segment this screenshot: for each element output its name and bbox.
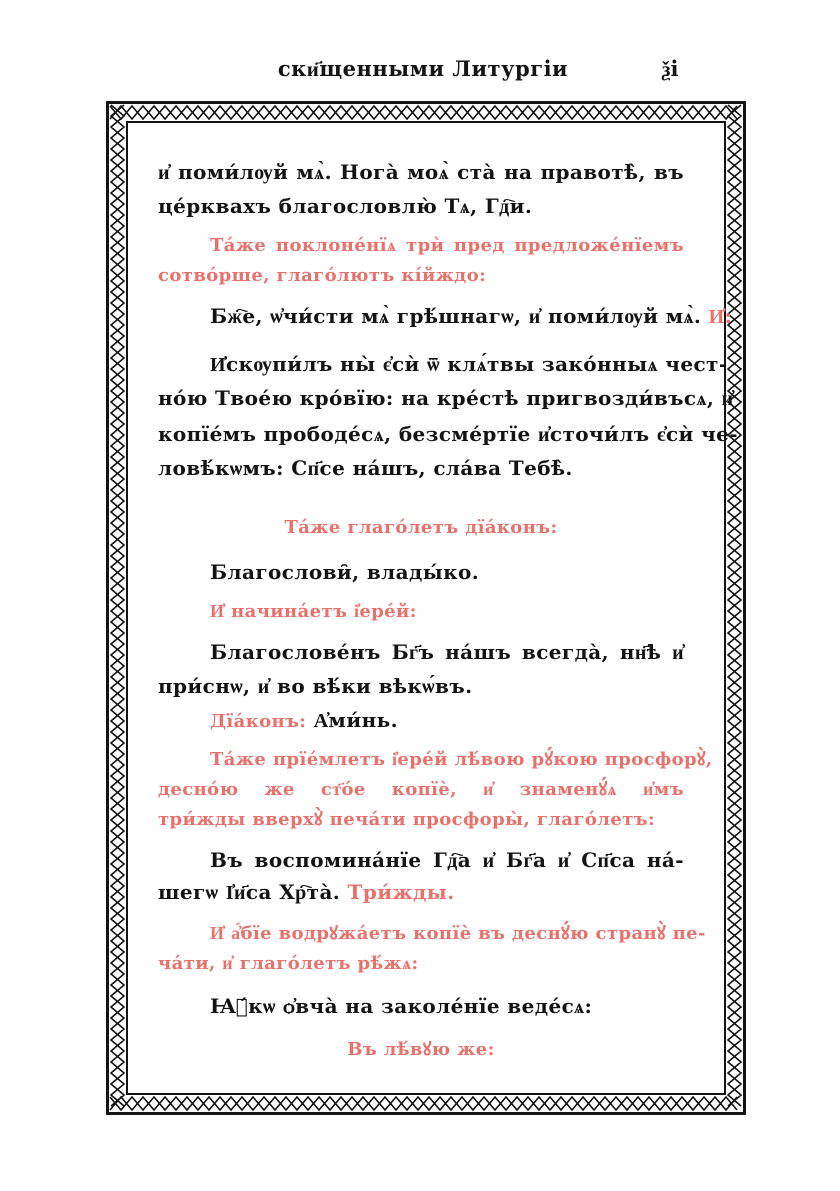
body-line: Ꙗ҆́кѡ ѻ҆вча̀ на заколе́нїе веде́сѧ: [210,994,593,1018]
rubric-inline: Три́жды. [347,880,455,904]
body-line: Благослови̑, влады́ко. [210,560,480,584]
body-line: ловѣ́кѡмъ: Сп҃се на́шъ, сла́ва Тебѣ̀. [158,456,573,480]
rubric-line: И҆ а҆́бїе водрꙋжа́етъ копїѐ въ деснꙋ́ю странꙋ̀ пе- [210,923,706,944]
rubric-line: Въ лѣ́вꙋю же: [347,1039,495,1060]
running-head [0,54,840,84]
dialogue-line [210,704,684,738]
page-number: ѯі [662,56,679,81]
body-line: Благослове́нъ Бг҃ъ на́шъ всегда̀, нн҃ѣ и҆ [210,640,684,664]
running-title: ски҃щенными Литургіи [277,56,569,81]
speaker-text: А҆ми́нь. [313,708,398,732]
body-line: при́снѡ, и҆ во вѣ́ки вѣкѡ́въ. [158,674,473,698]
prayer-text: Бж҇е, ѡ҆чи́сти мѧ̀ грѣ́шнагѡ, и҆ поми́лѹй мѧ̀. [210,304,702,328]
body-line: копїе́мъ прободе́сѧ, безсме́ртїе и҆сточи́лъ є҆сѝ че- [158,422,738,446]
rubric-line: Та́же прїе́млетъ і҆ере́й лѣ́вою рꙋ́кою просфорꙋ̀, [210,749,713,770]
rubric-inline: И҆: [708,304,733,328]
rubric-line: сотво́рше, глаго́лютъ кі́йждо: [158,265,487,286]
speaker-label: Дїа́конъ: [210,711,307,732]
prayer-line [210,300,733,332]
body-line [158,876,684,908]
rubric-line: Та́же глаго́летъ дїа́конъ: [284,517,558,538]
body-line: но́ю Твое́ю кро́вїю: на кре́стѣ пригвозди́въсѧ, и҆ [158,386,734,410]
body-line: Въ воспомина́нїе Гд҇а и҆ Бг҃а и҆ Сп҃са на́- [210,848,684,872]
rubric-line: десно́ю же ст҃о́е копїѐ, и҆ знаменꙋ́ѧ и҆мъ [158,779,684,800]
rubric-line: И҆ начина́етъ і҆ере́й: [210,601,417,622]
body-text: шегѡ І҆и҃са Хр҇та̀. [158,880,341,904]
rubric-line: ча́ти, и҆ глаго́летъ рѣ́жѧ: [158,953,419,974]
rubric-line: три́жды вверхꙋ̀ печа́ти просфоры̀, глаго́летъ: [158,809,655,830]
body-line: И҆скѹпи́лъ ны̀ є҆сѝ ѿ клѧ́твы зако́нныѧ чест- [210,352,728,376]
body-line: и҆ поми́лѹй мѧ̀. Нога̀ моѧ̀ ста̀ на правотѣ̀, въ [158,160,684,184]
body-line: це́рквахъ благословлю̀ Тѧ, Гд҇и. [158,194,533,218]
rubric-line: Та́же поклоне́нїѧ трѝ пред предложе́нїемъ [210,235,684,256]
